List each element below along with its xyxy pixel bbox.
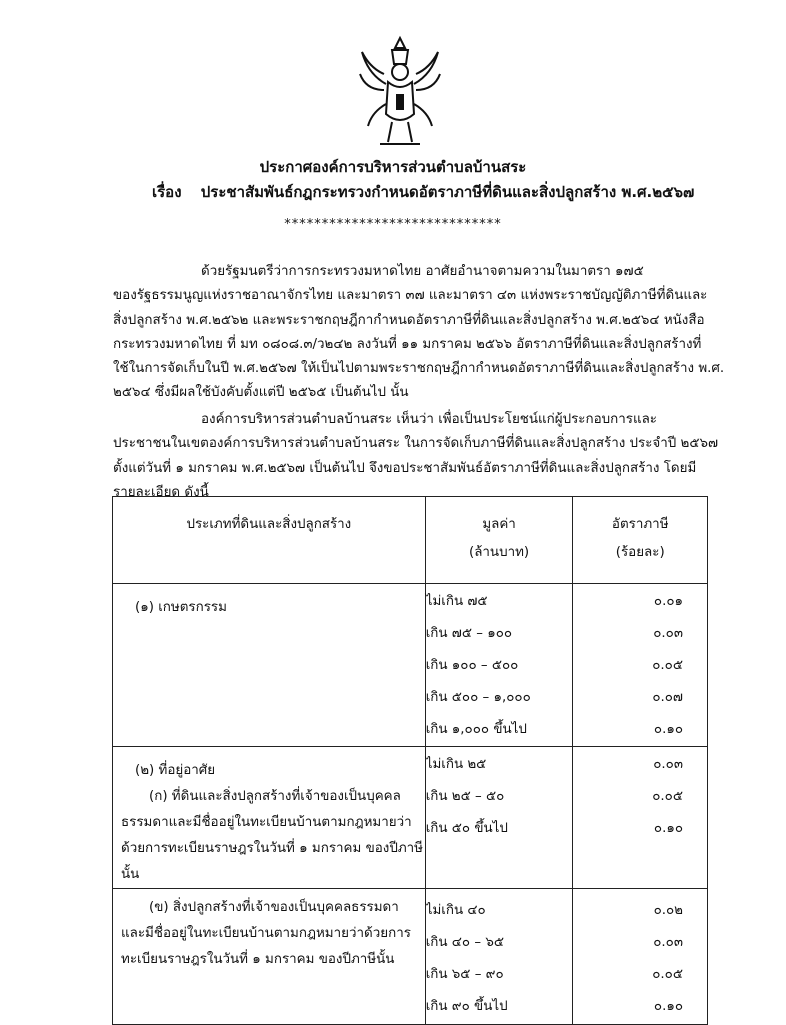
value-range: ไม่เกิน ๔๐ [425,903,486,918]
paragraph-1 [113,260,725,406]
header-rate-line: อัตราภาษี [611,517,669,532]
description-line: นั้น [121,867,140,882]
rate-value: ๐.๐๕ [652,789,683,804]
description-line: ด้วยการทะเบียนราษฎรในวันที่ ๑ มกราคม ของปีภาษี [121,841,423,856]
table-header-row [113,497,708,584]
category-label: (๒) ที่อยู่อาศัย [135,763,216,778]
rate-value: ๐.๑๐ [653,821,683,836]
rate-value: ๐.๐๕ [652,658,683,673]
agriculture-rates [573,584,708,747]
value-range: เกิน ๙๐ ขึ้นไป [425,999,508,1014]
header-value-line: มูลค่า [482,517,516,532]
description-line: ทะเบียนราษฎรในวันที่ ๑ มกราคม ของปีภาษีนั้น [121,952,395,967]
value-range: เกิน ๕๐ ขึ้นไป [425,821,508,836]
garuda-emblem-icon [358,34,442,152]
value-range: เกิน ๖๕ – ๙๐ [425,967,504,982]
agriculture-values [425,584,573,747]
rate-value: ๐.๐๕ [652,967,683,982]
subject-text: ประชาสัมพันธ์กฎกระทรวงกำหนดอัตราภาษีที่ดินและสิ่งปลูกสร้าง พ.ศ.๒๕๖๗ [200,183,695,201]
separator: ***************************** [284,217,502,232]
header-value [425,497,573,584]
rate-value: ๐.๐๓ [653,626,683,641]
paragraph-line: ด้วยรัฐมนตรีว่าการกระทรวงมหาดไทย อาศัยอำนาจตามความในมาตรา ๑๗๕ [201,264,644,279]
header-rate [573,497,708,584]
page-title: ประกาศองค์การบริหารส่วนตำบลบ้านสระ [259,158,527,176]
value-range: ไม่เกิน ๗๕ [425,594,488,609]
paragraph-line: องค์การบริหารส่วนตำบลบ้านสระ เห็นว่า เพื่อเป็นประโยชน์แก่ผู้ประกอบการและ [201,412,658,427]
residential-a-cell [113,747,426,889]
value-range: เกิน ๑,๐๐๐ ขึ้นไป [425,722,527,737]
residential-a-rates [573,747,708,889]
residential-a-values [425,747,573,889]
agriculture-cell [113,584,426,747]
subject-label: เรื่อง [152,183,182,201]
paragraph-line: ประชาชนในเขตองค์การบริหารส่วนตำบลบ้านสระ ในการจัดเก็บภาษีที่ดินและสิ่งปลูกสร้าง ประจำปี ๒๕๖๗ [113,436,719,452]
paragraph-line: กระทรวงมหาดไทย ที่ มท ๐๘๐๘.๓/ว๒๔๒ ลงวันที่ ๑๑ มกราคม ๒๕๖๖ อัตราภาษีที่ดินและสิ่งปลูกสร้างที่ [113,336,702,352]
description-line: (ข) สิ่งปลูกสร้างที่เจ้าของเป็นบุคคลธรรมดา [149,900,399,915]
rate-value: ๐.๐๓ [653,757,683,772]
rate-value: ๐.๐๗ [652,690,683,705]
paragraph-line: ใช้ในการจัดเก็บในปี พ.ศ.๒๕๖๗ ให้เป็นไปตามพระราชกฤษฎีกากำหนดอัตราภาษีที่ดินและสิ่งปลูกสร้าง พ.ศ. [113,361,725,377]
rate-value: ๐.๐๑ [653,594,683,609]
rate-value: ๐.๐๓ [653,935,683,950]
rate-value: ๐.๐๒ [653,903,683,918]
rate-value: ๐.๑๐ [653,722,683,737]
category-label: (๑) เกษตรกรรม [135,600,227,615]
value-range: เกิน ๗๕ – ๑๐๐ [425,626,513,641]
table-row [113,889,708,1025]
paragraph-line: สิ่งปลูกสร้าง พ.ศ.๒๕๖๒ และพระราชกฤษฎีกากำหนดอัตราภาษีที่ดินและสิ่งปลูกสร้าง พ.ศ.๒๕๖๔ หนังสือ [113,312,705,328]
value-range: เกิน ๕๐๐ – ๑,๐๐๐ [425,690,531,705]
tax-rate-table [112,496,708,1025]
description-line: ธรรมดาและมีชื่ออยู่ในทะเบียนบ้านตามกฎหมายว่า [121,815,412,830]
table-row [113,747,708,889]
description-line: (ก) ที่ดินและสิ่งปลูกสร้างที่เจ้าของเป็นบุคคล [149,789,401,804]
paragraph-2 [113,408,719,505]
header-type: ประเภทที่ดินและสิ่งปลูกสร้าง [113,497,426,584]
paragraph-line: ของรัฐธรรมนูญแห่งราชอาณาจักรไทย และมาตรา ๓๗ และมาตรา ๔๓ แห่งพระราชบัญญัติภาษีที่ดินและ [113,288,708,304]
residential-b-values [425,889,573,1025]
description-line: และมีชื่ออยู่ในทะเบียนบ้านตามกฎหมายว่าด้วยการ [121,926,411,941]
value-range: ไม่เกิน ๒๕ [425,757,487,772]
residential-b-rates [573,889,708,1025]
table-row [113,584,708,747]
header-rate-line: (ร้อยละ) [615,545,665,560]
subject-line [152,180,694,204]
paragraph-line: ตั้งแต่วันที่ ๑ มกราคม พ.ศ.๒๕๖๗ เป็นต้นไป จึงขอประชาสัมพันธ์อัตราภาษีที่ดินและสิ่งปลูกสร้าง โดยมี [113,460,697,476]
residential-b-cell [113,889,426,1025]
value-range: เกิน ๑๐๐ – ๕๐๐ [425,658,519,673]
paragraph-line: ๒๕๖๔ ซึ่งมีผลใช้บังคับตั้งแต่ปี ๒๕๖๕ เป็นต้นไป นั้น [113,385,409,401]
value-range: เกิน ๒๕ – ๕๐ [425,789,505,804]
paragraph-line: รายละเอียด ดังนี้ [113,484,209,500]
header-value-line: (ล้านบาท) [468,545,530,560]
value-range: เกิน ๔๐ – ๖๕ [425,935,504,950]
rate-value: ๐.๑๐ [653,999,683,1014]
